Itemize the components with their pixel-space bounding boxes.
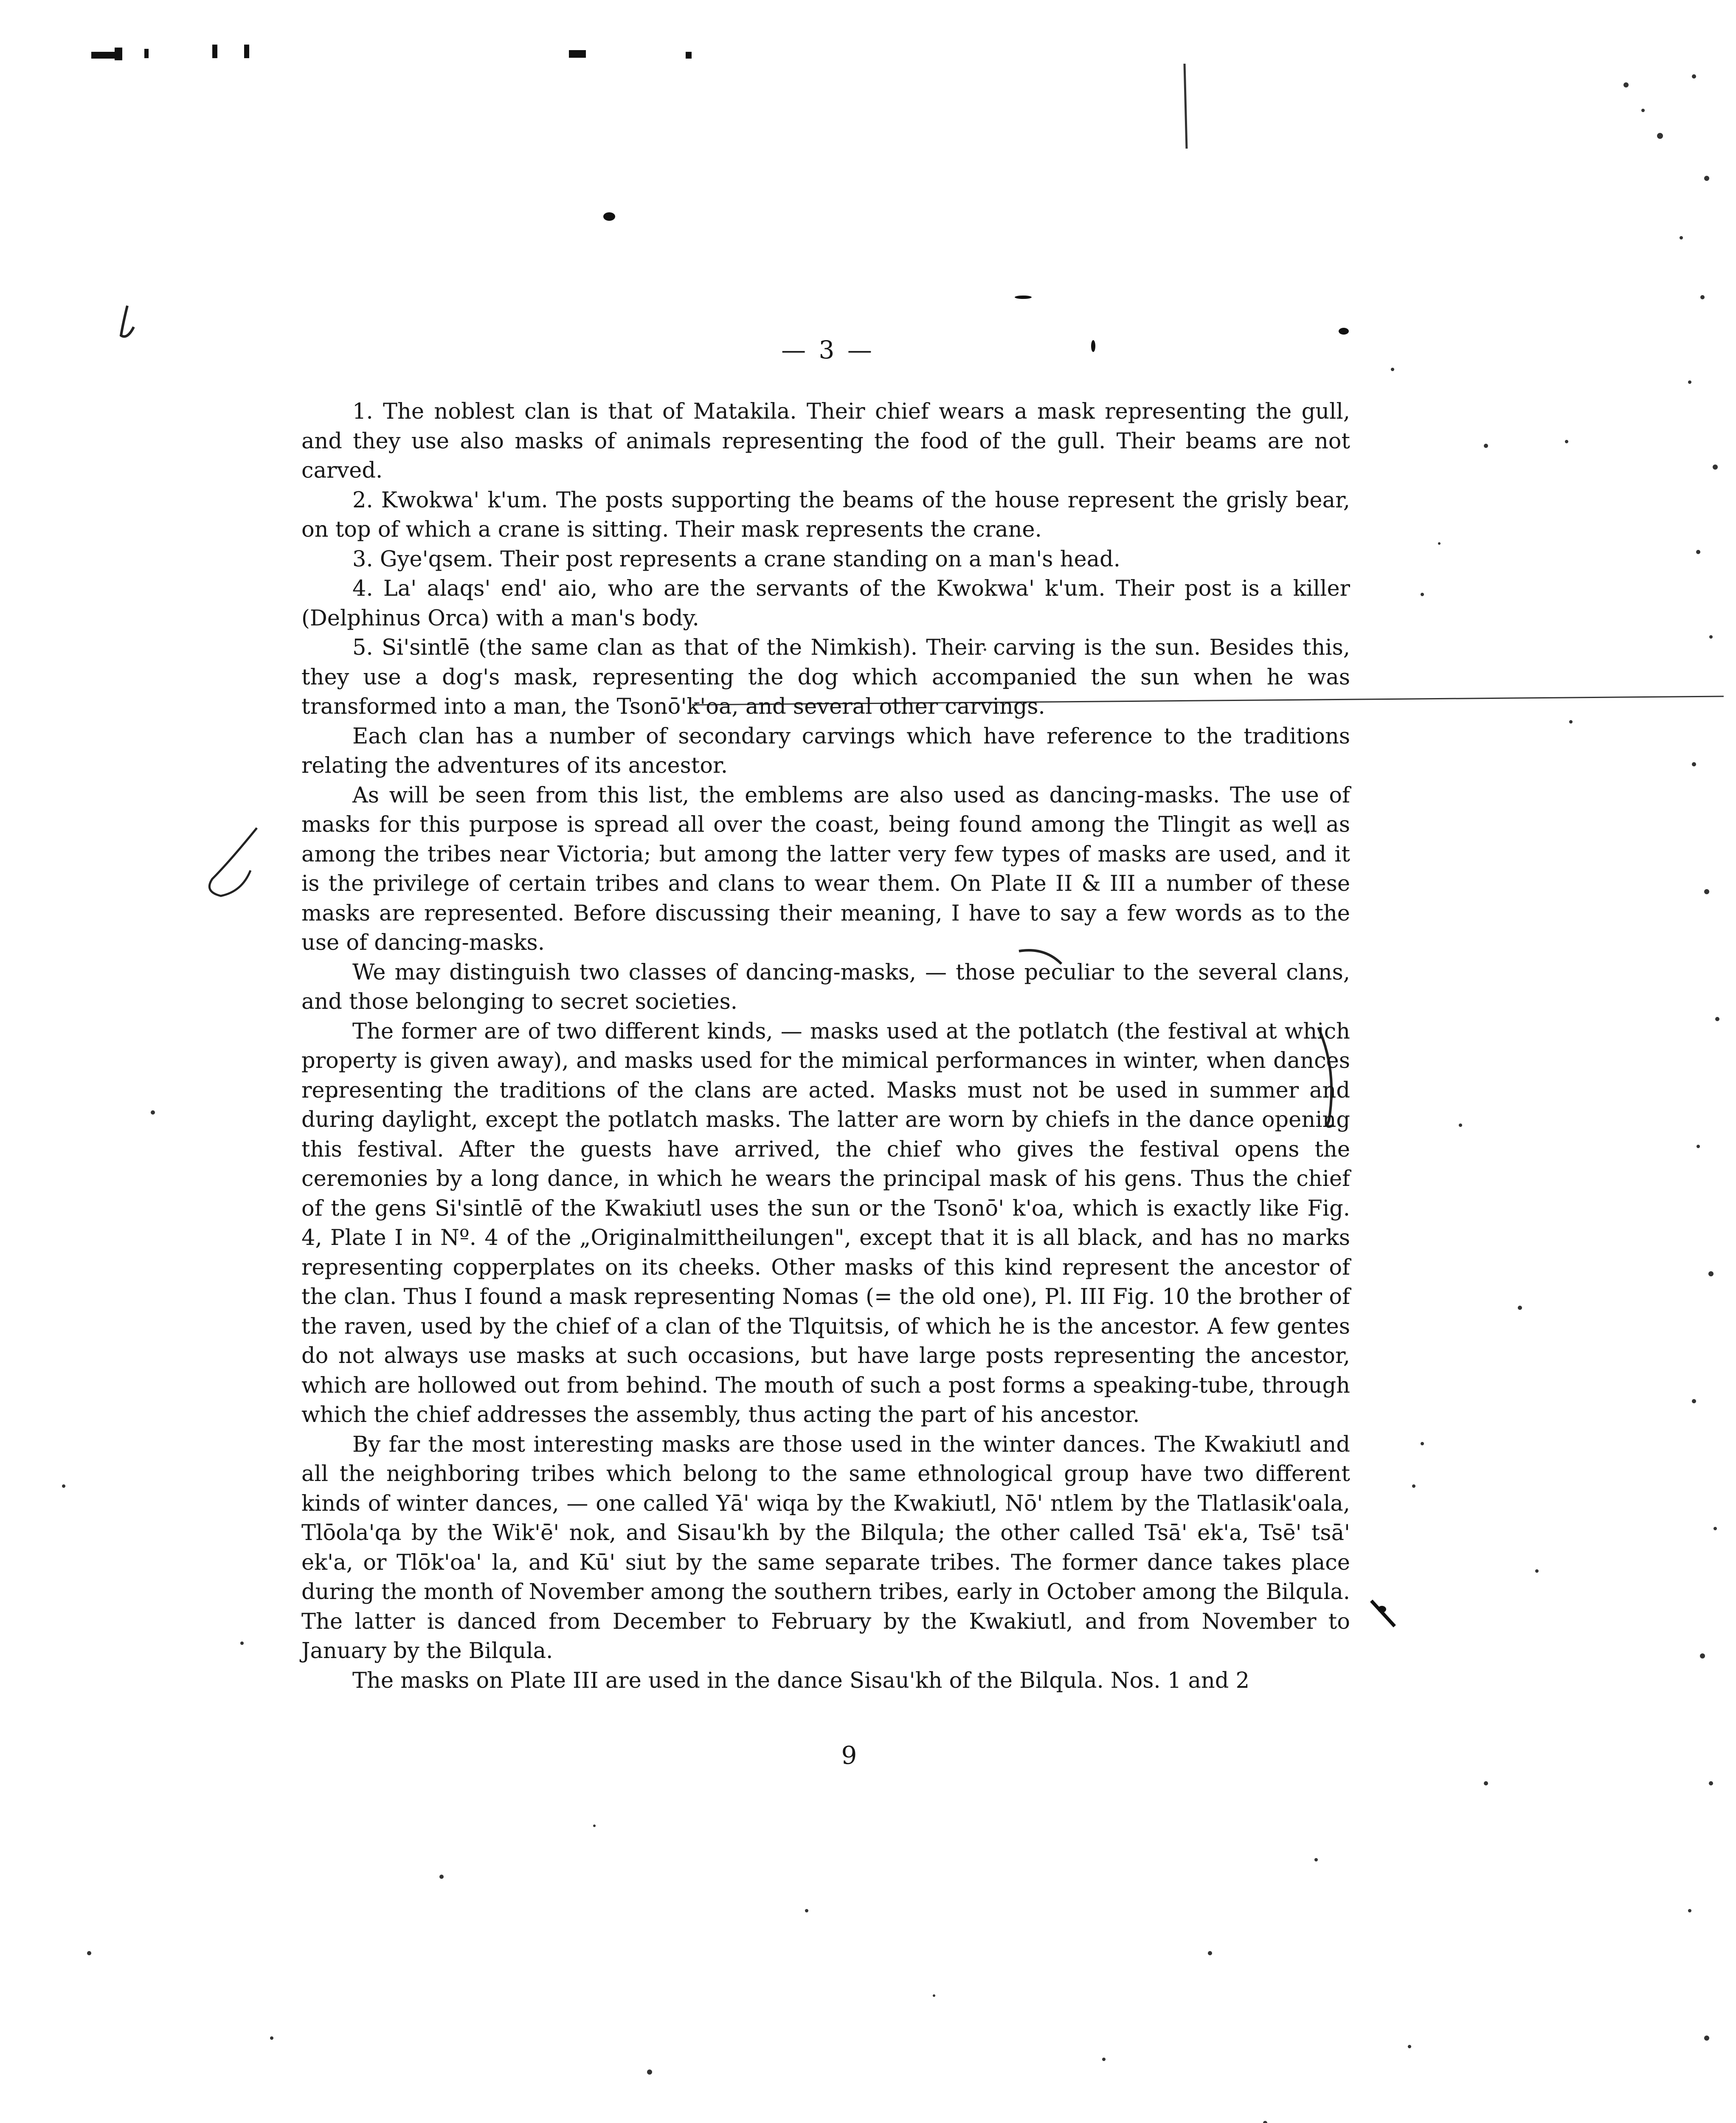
paragraph: 2. Kwokwa' k'um. The posts supporting the beams of the house represent the grisly bear, on top of which a crane is sitting. Their mask represents the crane.	[301, 487, 1350, 542]
page-number: 9	[841, 1741, 857, 1770]
page-header: — 3 —	[781, 335, 875, 364]
paragraph: 1. The noblest clan is that of Matakila. Their chief wears a mask representing the gull, and they use also masks of animals representing the food of the gull. Their beams are not carved.	[301, 399, 1350, 483]
paragraph: 5. Si'sintlē (the same clan as that of the Nimkish). Their carving is the sun. Besides this, they use a dog's mask, representing the dog which accompanied the sun when he was transformed into a man, the Tsonō'k'oa, and several other carvings.	[301, 635, 1350, 719]
paragraph: The masks on Plate III are used in the dance Sisau'kh of the Bilqula. Nos. 1 and 2	[352, 1668, 1250, 1693]
paragraph: Each clan has a number of secondary carvings which have reference to the traditions relating the adventures of its ancestor.	[301, 724, 1350, 778]
paragraph: As will be seen from this list, the emblems are also used as dancing-masks. The use of masks for this purpose is spread all over the coast, being found among the Tlingit as well as among the tribes near Victoria; but among the latter very few types of masks are used, and it is the privilege of certain tribes and clans to wear them. On Plate II & III a number of these masks are represented. Before discussing their meaning, I have to say a few words as to the use of dancing-masks.	[301, 783, 1350, 955]
paragraph: 4. La' alaqs' end' aio, who are the servants of the Kwokwa' k'um. Their post is a killer (Delphinus Orca) with a man's body.	[301, 576, 1350, 631]
paragraph: By far the most interesting masks are those used in the winter dances. The Kwakiutl and all the neighboring tribes which belong to the same ethnological group have two different kinds of winter dances, — one called Yā' wiqa by the Kwakiutl, Nō' ntlem by the Tlatlasik'oala, Tlōola'qa by the Wik'ē' nok, and Sisau'kh by the Bilqula; the other called Tsā' ek'a, Tsē' tsā' ek'a, or Tlōk'oa' la, and Kū' siut by the same separate tribes. The former dance takes place during the month of November among the southern tribes, early in October among the Bilqula. The latter is danced from December to February by the Kwakiutl, and from November to January by the Bilqula.	[301, 1432, 1350, 1664]
paragraph: The former are of two different kinds, — masks used at the potlatch (the festival at which property is given away), and masks used for the mimical performances in winter, when dances representing the traditions of the clans are acted. Masks must not be used in summer and during daylight, except the potlatch masks. The latter are worn by chiefs in the dance opening this festival. After the guests have arrived, the chief who gives the festival opens the ceremonies by a long dance, in which he wears the principal mask of his gens. Thus the chief of the gens Si'sintlē of the Kwakiutl uses the sun or the Tsonō' k'oa, which is exactly like Fig. 4, Plate I in Nº. 4 of the „Originalmittheilungen", except that it is all black, and has no marks representing copperplates on its cheeks. Other masks of this kind represent the ancestor of the clan. Thus I found a mask representing Nomas (= the old one), Pl. III Fig. 10 the brother of the raven, used by the chief of a clan of the Tlquitsis, of which he is the ancestor. A few gentes do not always use masks at such occasions, but have large posts representing the ancestor, which are hollowed out from behind. The mouth of such a post forms a speaking-tube, through which the chief addresses the assembly, thus acting the part of his ancestor.	[301, 1019, 1350, 1428]
paragraph: 3. Gye'qsem. Their post represents a crane standing on a man's head.	[352, 546, 1120, 572]
paragraph: We may distinguish two classes of dancing-masks, — those peculiar to the several clans, and those belonging to secret societies.	[301, 960, 1350, 1014]
body-text	[301, 397, 1350, 1695]
